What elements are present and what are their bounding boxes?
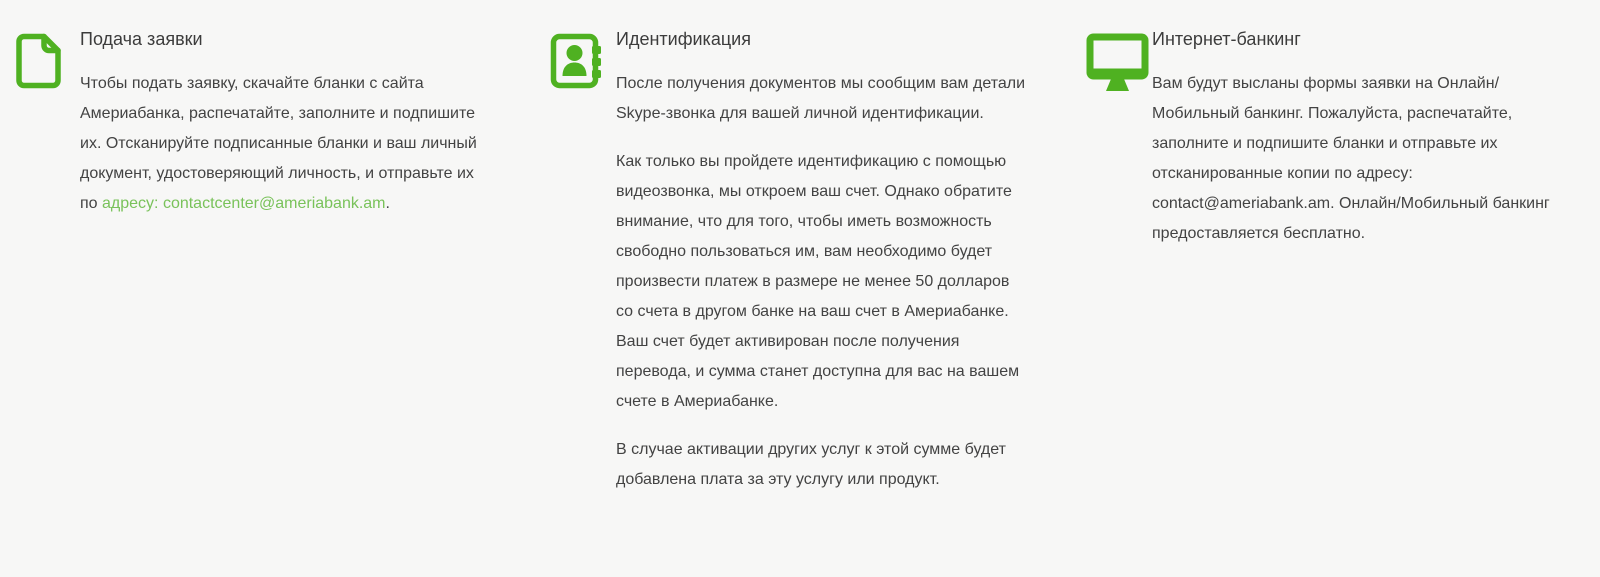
step-paragraph: После получения документов мы сообщим вам детали Skype-звонка для вашей личной идентификации. (616, 75, 1026, 122)
monitor-icon (1086, 26, 1152, 96)
document-icon (14, 26, 80, 94)
step-identification-content (616, 26, 1028, 495)
step-title: Идентификация (616, 29, 751, 49)
step-internet-banking-content (1152, 26, 1564, 249)
step-title: Интернет-банкинг (1152, 29, 1301, 49)
paragraph-text-end: . (385, 195, 390, 212)
contact-email-link[interactable]: адресу: contactcenter@ameriabank.am (102, 195, 386, 212)
step-identification (550, 26, 1046, 495)
step-internet-banking (1086, 26, 1582, 495)
step-paragraph (80, 69, 492, 219)
step-paragraph: В случае активации других услуг к этой сумме будет добавлена плата за эту услугу или продукт. (616, 441, 1006, 488)
step-application-content (80, 26, 492, 219)
step-application (14, 26, 510, 495)
step-paragraph: Вам будут высланы формы заявки на Онлайн/Мобильный банкинг. Пожалуйста, распечатайте, заполните и подпишите бланки и отправьте их отсканированные копии по адресу: contact@ameriabank.am. Онлайн/Мобильный банкинг предоставляется бесплатно. (1152, 75, 1550, 242)
step-paragraph: Как только вы пройдете идентификацию с помощью видеозвонка, мы откроем ваш счет. Однако обратите внимание, что для того, чтобы иметь возможность свободно пользоваться им, вам необходимо будет произвести платеж в размере не менее 50 долларов со счета в другом банке на ваш счет в Америабанке. Ваш счет будет активирован после получения перевода, и сумма станет доступна для вас на вашем счете в Америабанке. (616, 153, 1020, 410)
paragraph-text: Чтобы подать заявку, скачайте бланки с сайта Америабанка, распечатайте, заполните и подпишите их. Отсканируйте подписанные бланки и ваш личный документ, удостоверяющий личность, и отправьте их по (80, 75, 477, 212)
contacts-book-icon (550, 26, 616, 94)
step-title: Подача заявки (80, 29, 203, 49)
